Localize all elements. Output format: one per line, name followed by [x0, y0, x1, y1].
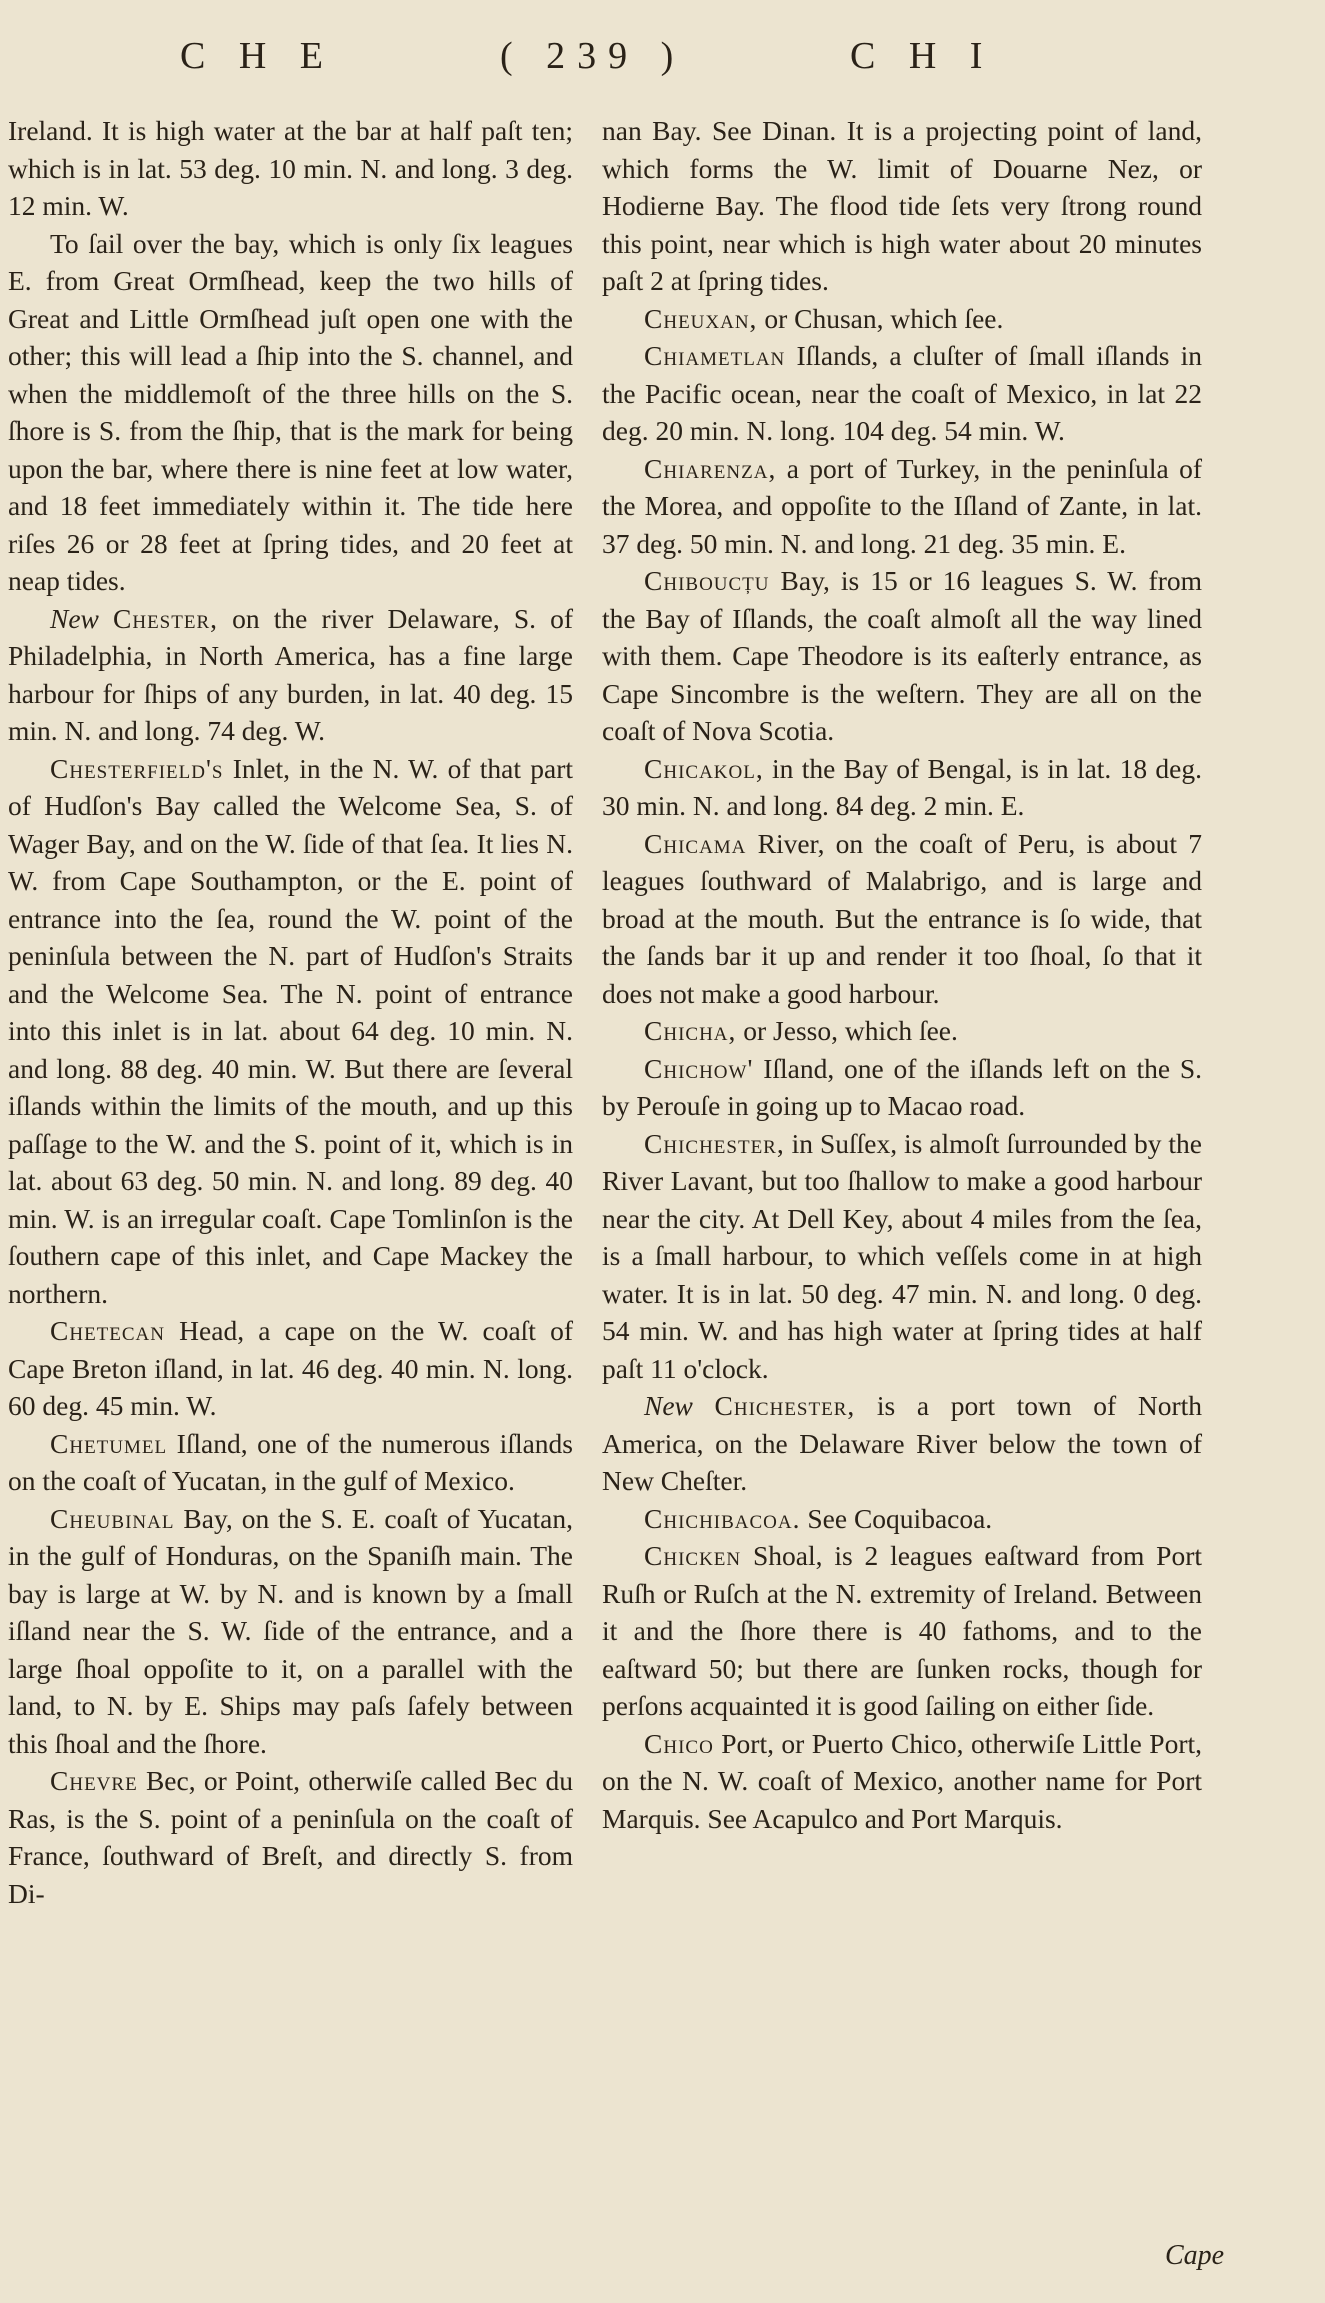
gazetteer-entry: [602, 1012, 1202, 1050]
gazetteer-entry: [602, 337, 1202, 450]
entry-headword: Cheuxan,: [644, 302, 758, 334]
entry-text: in the Bay of Bengal, is in lat. 18 deg. 30 min. N. and long. 84 deg. 2 min. E.: [602, 752, 1203, 821]
entry-text: To ſail over the bay, which is only ſix leagues E. from Great Ormſhead, keep the two hills of Great and Little Ormſhead juſt open one with the other; this will lead a ſhip into the S. channel, and when the middlemoſt of the three hills on the S. ſhore is S. from the ſhip, that is the mark for being upon the bar, where there is nine feet at low water, and 18 feet immediately within it. The tide here riſes 26 or 28 feet at ſpring tides, and 20 feet at neap tides.: [8, 227, 573, 596]
entry-headword: Chichow': [644, 1052, 754, 1084]
entry-text: Bay, on the S. E. coaſt of Yucatan, in the gulf of Honduras, on the Spaniſh main. The bay is large at W. by N. and is known by a ſmall iſland near the S. W. ſide of the entrance, and a large ſhoal oppoſite to it, on a parallel with the land, to N. by E. Ships may paſs ſafely between this ſhoal and the ſhore.: [8, 1502, 573, 1759]
entry-headword: Cheubinal: [50, 1502, 175, 1534]
entry-text: Inlet, in the N. W. of that part of Hudſon's Bay called the Welcome Sea, S. of Wager Bay, and on the W. ſide of that ſea. It lies N. W. from Cape Southampton, or the E. point of entrance into the ſea, round the W. point of the peninſula between the N. part of Hudſon's Straits and the Welcome Sea. The N. point of entrance into this inlet is in lat. about 64 deg. 10 min. N. and long. 88 deg. 40 min. W. But there are ſeveral iſlands within the limits of the mouth, and up this paſſage to the W. and the S. point of it, which is in lat. about 63 deg. 50 min. N. and long. 89 deg. 40 min. W. is an irregular coaſt. Cape Tomlinſon is the ſouthern cape of this inlet, and Cape Mackey the northern.: [8, 752, 574, 1309]
entry-text: a port of Turkey, in the peninſula of the Morea, and oppoſite to the Iſland of Zante, in lat. 37 deg. 50 min. N. and long. 21 deg. 35 min. E.: [602, 452, 1202, 559]
gazetteer-entry: [602, 1050, 1202, 1125]
continued-paragraph: [8, 112, 573, 225]
entry-headword: Chetumel: [50, 1427, 168, 1459]
gazetteer-entry: [602, 450, 1202, 563]
gazetteer-entry: [602, 300, 1202, 338]
entry-headword: Chetecan: [50, 1315, 165, 1346]
entry-headword: Chico: [644, 1727, 714, 1759]
gazetteer-entry: [602, 1725, 1202, 1838]
entry-headword: Chichester,: [644, 1127, 785, 1159]
entry-headword: Chichester,: [714, 1390, 856, 1421]
entry-headword: Chicha,: [644, 1015, 737, 1046]
entry-text: River, on the coaſt of Peru, is about 7 leagues ſouthward of Malabrigo, and is large and broad at the mouth. But the entrance is ſo wide, that the ſands bar it up and render it too ſhoal, ſo that it does not make a good harbour.: [602, 827, 1202, 1009]
entry-headword: Chicama: [644, 827, 747, 859]
entry-text: Ireland. It is high water at the bar at half paſt ten; which is in lat. 53 deg. 10 min. N. and long. 3 deg. 12 min. W.: [8, 115, 573, 221]
entry-prefix: New: [50, 602, 99, 634]
header-right-letters: C H I: [850, 35, 995, 77]
entry-headword: Chiboucțu: [644, 565, 770, 596]
entry-text: Port, or Puerto Chico, otherwiſe Little Port, on the N. W. coaſt of Mexico, another name for Port Marquis. See Acapulco and Port Marquis.: [602, 1727, 1203, 1834]
gazetteer-entry: [8, 225, 573, 600]
gazetteer-entry: [602, 1500, 1202, 1538]
gazetteer-entry: [602, 1537, 1202, 1725]
entry-text: See Coquibacoa.: [807, 1502, 993, 1534]
entry-text: Head, a cape on the W. coaſt of Cape Breton iſland, in lat. 46 deg. 40 min. N. long. 60 deg. 45 min. W.: [8, 1315, 574, 1421]
gazetteer-entry: [602, 1387, 1202, 1500]
entry-headword: Chicken: [644, 1540, 742, 1571]
gazetteer-entry: [8, 1312, 573, 1425]
entry-headword: Chichibacoa.: [644, 1502, 801, 1534]
gazetteer-entry: [602, 825, 1202, 1013]
catchword: Cape: [1165, 2240, 1225, 2271]
entry-prefix: New: [644, 1390, 693, 1421]
entry-headword: Chiarenza,: [644, 452, 777, 484]
gazetteer-entry: [8, 750, 573, 1313]
entry-headword: Chiametlan: [644, 340, 786, 371]
entry-text: Bay, is 15 or 16 leagues S. W. from the Bay of Iſlands, the coaſt almoſt all the way lined with them. Cape Theodore is its eaſterly entrance, as Cape Sincombre is the weſtern. They are all on the coaſt of Nova Scotia.: [602, 565, 1202, 746]
entry-headword: Chesterfield's: [50, 752, 224, 784]
continued-paragraph: [602, 112, 1202, 300]
entry-text: Iſland, one of the numerous iſlands on the coaſt of Yucatan, in the gulf of Mexico.: [8, 1427, 574, 1496]
left-column: [8, 112, 573, 1912]
entry-text: Iſlands, a cluſter of ſmall iſlands in the Pacific ocean, near the coaſt of Mexico, in lat 22 deg. 20 min. N. long. 104 deg. 54 min. W.: [602, 340, 1203, 446]
entry-text: in Suſſex, is almoſt ſurrounded by the River Lavant, but too ſhallow to make a good harbour near the city. At Dell Key, about 4 miles from the ſea, is a ſmall harbour, to which veſſels come in at high water. It is in lat. 50 deg. 47 min. N. and long. 0 deg. 54 min. W. and has high water at ſpring tides at half paſt 11 o'clock.: [602, 1127, 1203, 1384]
right-column: [602, 112, 1202, 1837]
entry-text: or Jesso, which ſee.: [743, 1015, 958, 1046]
gazetteer-entry: [8, 1425, 573, 1500]
entry-text: is a port town of North America, on the Delaware River below the town of New Cheſter.: [602, 1390, 1202, 1496]
gazetteer-entry: [602, 562, 1202, 750]
page-number: ( 239 ): [500, 35, 686, 77]
gazetteer-entry: [602, 750, 1202, 825]
entry-text: or Chusan, which ſee.: [764, 302, 1004, 334]
entry-text: Shoal, is 2 leagues eaſtward from Port Ruſh or Ruſch at the N. extremity of Ireland. Between it and the ſhore there is 40 fathoms, and to the eaſtward 50; but there are ſunken rocks, though for perſons acquainted it is good ſailing on either ſide.: [602, 1540, 1203, 1721]
entry-headword: Chicakol,: [644, 752, 764, 784]
entry-text: Bec, or Point, otherwiſe called Bec du Ras, is the S. point of a peninſula on the coaſt of France, ſouthward of Breſt, and directly S. from Di-: [8, 1765, 573, 1909]
gazetteer-entry: [8, 600, 573, 750]
gazetteer-entry: [8, 1762, 573, 1912]
entry-headword: Chester,: [113, 602, 219, 634]
entry-text: nan Bay. See Dinan. It is a projecting point of land, which forms the W. limit of Douarne Nez, or Hodierne Bay. The flood tide ſets very ſtrong round this point, near which is high water about 20 minutes paſt 2 at ſpring tides.: [602, 115, 1202, 296]
entry-headword: Chevre: [50, 1765, 138, 1796]
entry-text: on the river Delaware, S. of Philadelphia, in North America, has a fine large harbour for ſhips of any burden, in lat. 40 deg. 15 min. N. and long. 74 deg. W.: [8, 602, 574, 746]
gazetteer-entry: [8, 1500, 573, 1763]
running-header: [0, 34, 1325, 94]
gazetteer-entry: [602, 1125, 1202, 1388]
entry-text: Iſland, one of the iſlands left on the S. by Perouſe in going up to Macao road.: [602, 1052, 1203, 1121]
header-left-letters: C H E: [180, 35, 335, 77]
